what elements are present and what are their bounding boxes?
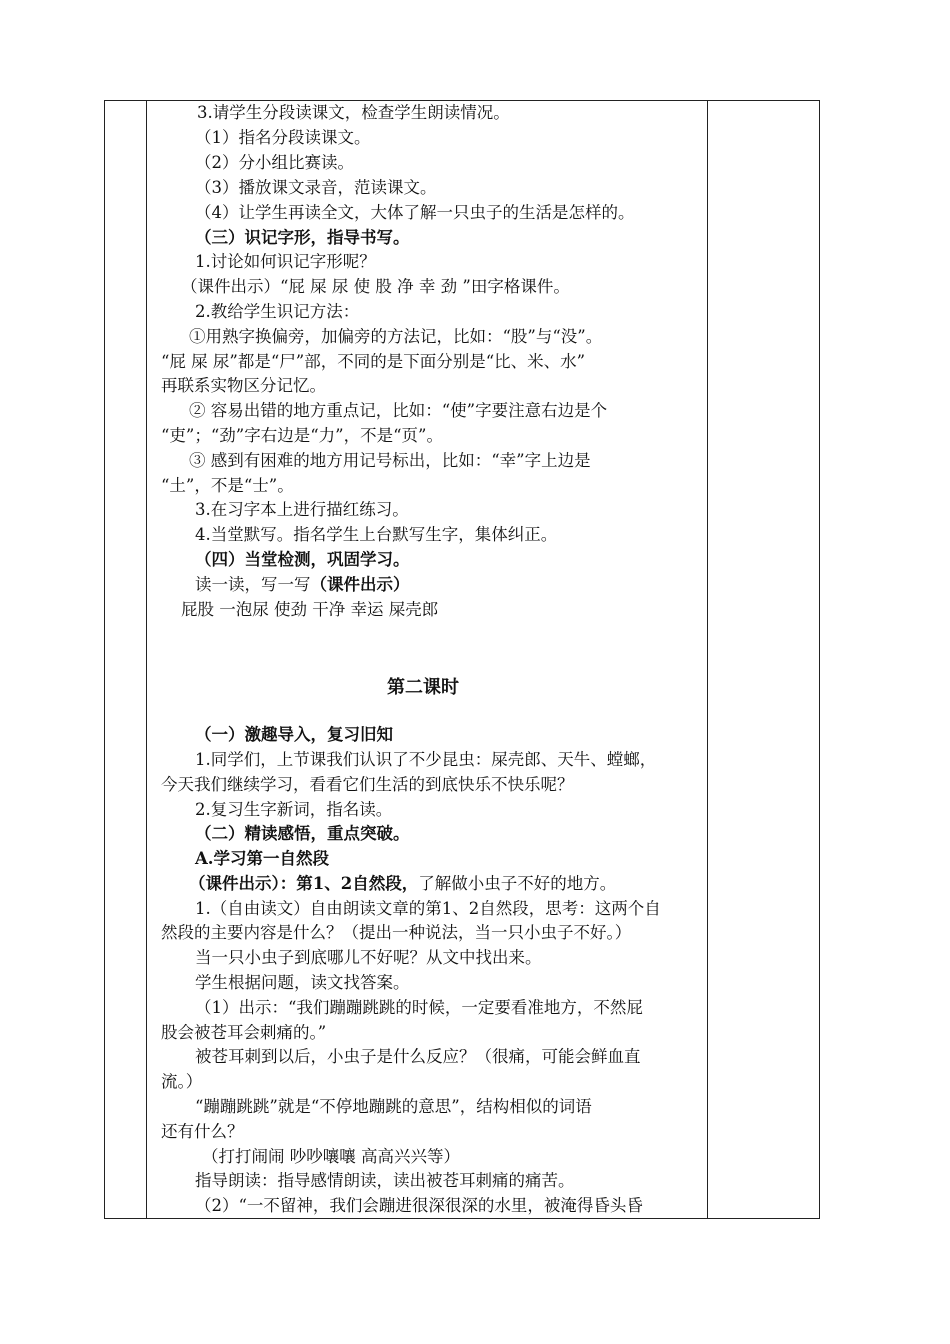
text-line: （课件出示）：第1、2自然段，了解做小虫子不好的地方。 [189,874,617,893]
text-line: 被苍耳刺到以后，小虫子是什么反应？（很痛，可能会鲜血直 [195,1047,641,1066]
text-line: 再联系实物区分记忆。 [161,376,326,395]
text-line: （1）出示：“我们蹦蹦跳跳的时候，一定要看准地方，不然屁 [195,998,643,1017]
text-line: 2.教给学生识记方法： [195,302,360,321]
text-line: 今天我们继续学习，看看它们生活的到底快乐不快乐呢？ [161,775,574,794]
text-line: 4.当堂默写。指名学生上台默写生字，集体纠正。 [195,525,558,544]
text-line: （2）“一不留神，我们会蹦进很深很深的水里，被淹得昏头昏 [195,1196,643,1215]
section-heading: （三）识记字形，指导书写。 [195,228,410,247]
section-heading: （一）激趣导入，复习旧知 [195,725,393,744]
text-line: “吏”；“劲”字右边是“力”，不是“页”。 [161,426,443,445]
section-heading: （四）当堂检测，巩固学习。 [195,550,410,569]
text-line: （课件出示）“屁 屎 尿 使 股 净 幸 劲 ”田字格课件。 [181,277,570,296]
text-line: 指导朗读：指导感情朗读，读出被苍耳刺痛的痛苦。 [195,1171,575,1190]
word-list: 屁股 一泡尿 使劲 干净 幸运 屎壳郎 [181,600,439,619]
text-line: 还有什么？ [161,1122,244,1141]
text-line: 股会被苍耳会刺痛的。” [161,1023,327,1042]
text-line: 然段的主要内容是什么？（提出一种说法，当一只小虫子不好。） [161,923,632,942]
text-line: “土”，不是“士”。 [161,476,294,495]
text-line: 3.请学生分段读课文，检查学生朗读情况。 [197,103,510,122]
text-line: ③ 感到有困难的地方用记号标出，比如：“幸”字上边是 [189,451,591,470]
text-line: “蹦蹦跳跳”就是“不停地蹦跳的意思”，结构相似的词语 [195,1097,592,1116]
section-heading: （二）精读感悟，重点突破。 [195,824,410,843]
lesson-title: 第二课时 [387,677,459,698]
table-column-divider-right [707,101,708,1218]
text-line: （2）分小组比赛读。 [195,153,354,172]
text-line: 当一只小虫子到底哪儿不好呢？从文中找出来。 [195,948,542,967]
text-line: （1）指名分段读课文。 [195,128,371,147]
text-line: 学生根据问题，读文找答案。 [195,973,410,992]
text-line: 2.复习生字新词，指名读。 [195,800,393,819]
text-line: 流。） [161,1072,203,1091]
text-line: ② 容易出错的地方重点记，比如：“使”字要注意右边是个 [189,401,608,420]
text-line: 读一读，写一写（课件出示） [195,575,410,594]
text-line: ①用熟字换偏旁，加偏旁的方法记，比如：“股”与“没”。 [189,327,603,346]
lesson-plan-table [104,100,820,1219]
text-line: 1.（自由读文）自由朗读文章的第1、2自然段，思考：这两个自 [195,899,661,918]
text-line: 1.同学们，上节课我们认识了不少昆虫：屎壳郎、天牛、螳螂， [195,750,657,769]
lesson-content-cell [147,101,707,1218]
text-line: （4）让学生再读全文，大体了解一只虫子的生活是怎样的。 [195,203,635,222]
section-heading: A.学习第一自然段 [195,849,330,868]
text-line: 1.讨论如何识记字形呢？ [195,252,376,271]
text-line: 3.在习字本上进行描红练习。 [195,500,409,519]
text-line: （打打闹闹 吵吵嚷嚷 高高兴兴等） [202,1147,460,1166]
text-line: （3）播放课文录音，范读课文。 [195,178,437,197]
text-line: “屁 屎 尿”都是“尸”部，不同的是下面分别是“比、米、水” [161,352,586,371]
